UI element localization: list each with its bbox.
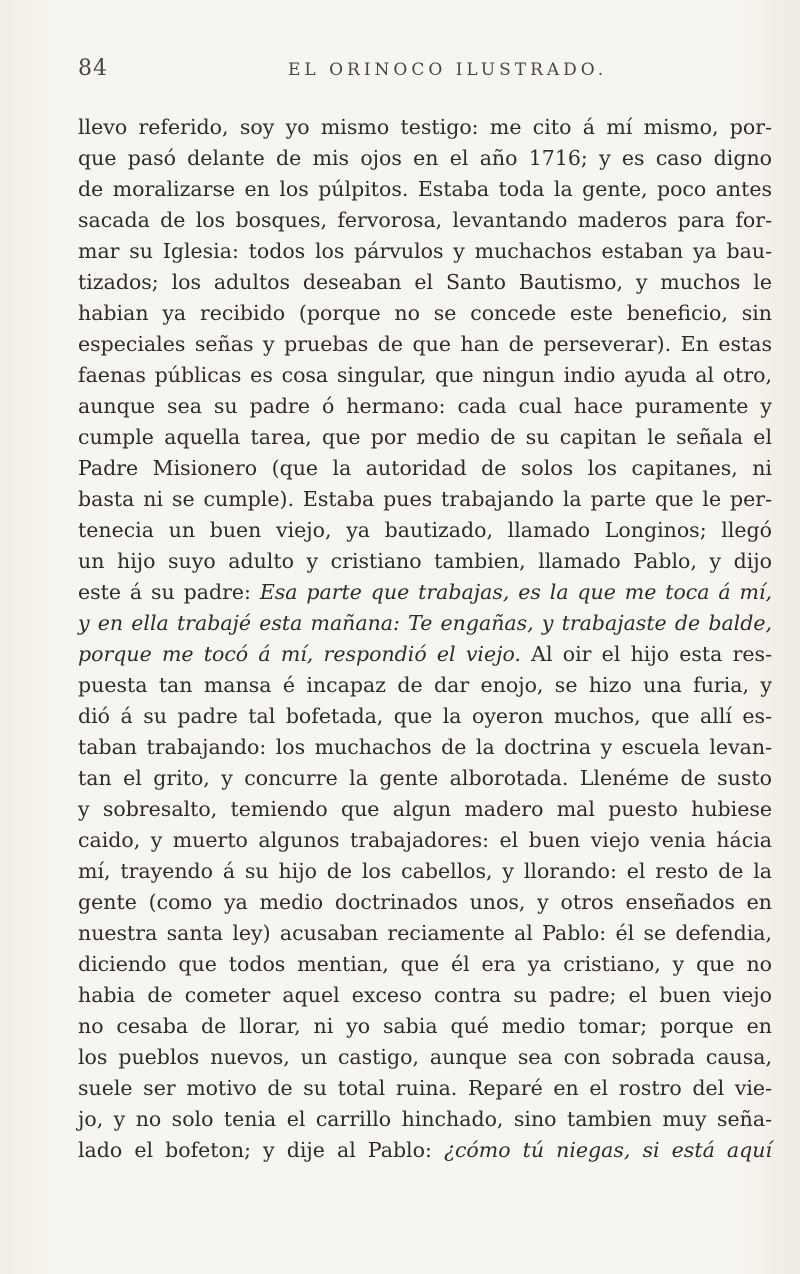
text-line (78, 1073, 772, 1104)
text-segment: y sobresalto, temiendo que algun madero mal puesto hubiese (78, 797, 772, 821)
text-segment: lado el bofeton; y dije al Pablo: (78, 1138, 444, 1162)
text-line (78, 794, 772, 825)
text-segment: tenecia un buen viejo, ya bautizado, llamado Longinos; llegó (78, 518, 772, 542)
text-line (78, 608, 772, 639)
text-segment: basta ni se cumple). Estaba pues trabajando la parte que le per- (78, 487, 772, 511)
text-line (78, 1104, 772, 1135)
text-segment: jo, y no solo tenia el carrillo hinchado, sino tambien muy seña- (78, 1107, 772, 1131)
text-line (78, 236, 772, 267)
text-segment: cumple aquella tarea, que por medio de su capitan le señala el (78, 425, 772, 449)
text-segment: este á su padre: (78, 580, 260, 604)
text-segment: habian ya recibido (porque no se concede este beneficio, sin (78, 301, 772, 325)
text-segment: los pueblos nuevos, un castigo, aunque sea con sobrada causa, (78, 1045, 772, 1069)
text-line (78, 949, 772, 980)
text-line (78, 670, 772, 701)
italic-segment: ¿cómo tú niegas, si está aquí (443, 1138, 772, 1162)
text-segment: de moralizarse en los púlpitos. Estaba toda la gente, poco antes (78, 177, 772, 201)
text-line (78, 515, 772, 546)
text-line (78, 918, 772, 949)
text-segment: especiales señas y pruebas de que han de perseverar). En estas (78, 332, 772, 356)
text-segment: puesta tan mansa é incapaz de dar enojo, se hizo una furia, y (78, 673, 772, 697)
text-line (78, 1042, 772, 1073)
text-line (78, 484, 772, 515)
page-number: 84 (78, 56, 108, 81)
body-text (78, 112, 772, 1166)
text-line (78, 577, 772, 608)
text-line (78, 763, 772, 794)
text-line (78, 887, 772, 918)
text-segment: aunque sea su padre ó hermano: cada cual hace puramente y (78, 394, 772, 418)
text-segment: no cesaba de llorar, ni yo sabia qué medio tomar; porque en (78, 1014, 772, 1038)
text-segment: Padre Misionero (que la autoridad de solos los capitanes, ni (78, 456, 772, 480)
text-line (78, 391, 772, 422)
text-line (78, 329, 772, 360)
text-segment: gente (como ya medio doctrinados unos, y otros enseñados en (78, 890, 772, 914)
italic-segment: porque me tocó á mí, respondió el viejo. (78, 642, 521, 666)
text-segment: habia de cometer aquel exceso contra su padre; el buen viejo (78, 983, 772, 1007)
text-line (78, 639, 772, 670)
text-segment: mar su Iglesia: todos los párvulos y muchachos estaban ya bau- (78, 239, 772, 263)
text-segment: un hijo suyo adulto y cristiano tambien, llamado Pablo, y dijo (78, 549, 772, 573)
page-header (78, 56, 760, 86)
text-segment: llevo referido, soy yo mismo testigo: me cito á mí mismo, por- (78, 115, 772, 139)
text-segment: diciendo que todos mentian, que él era ya cristiano, y que no (78, 952, 772, 976)
text-line (78, 1135, 772, 1166)
text-line (78, 422, 772, 453)
text-segment: faenas públicas es cosa singular, que ningun indio ayuda al otro, (78, 363, 772, 387)
text-segment: mí, trayendo á su hijo de los cabellos, y llorando: el resto de la (78, 859, 772, 883)
italic-segment: y en ella trabajé esta mañana: Te engañas, y trabajaste de balde, (78, 611, 772, 635)
text-segment: dió á su padre tal bofetada, que la oyeron muchos, que allí es- (78, 704, 772, 728)
text-line (78, 360, 772, 391)
text-segment: sacada de los bosques, fervorosa, levantando maderos para for- (78, 208, 772, 232)
text-segment: taban trabajando: los muchachos de la doctrina y escuela levan- (78, 735, 772, 759)
text-line (78, 453, 772, 484)
text-segment: suele ser motivo de su total ruina. Reparé en el rostro del vie- (78, 1076, 772, 1100)
text-line (78, 732, 772, 763)
text-segment: tizados; los adultos deseaban el Santo Bautismo, y muchos le (78, 270, 772, 294)
text-line (78, 174, 772, 205)
text-line (78, 143, 772, 174)
text-line (78, 1011, 772, 1042)
text-line (78, 825, 772, 856)
text-segment: que pasó delante de mis ojos en el año 1716; y es caso digno (78, 146, 772, 170)
text-line (78, 856, 772, 887)
text-segment: caido, y muerto algunos trabajadores: el buen viejo venia hácia (78, 828, 772, 852)
text-line (78, 267, 772, 298)
text-segment: nuestra santa ley) acusaban reciamente al Pablo: él se defendia, (78, 921, 772, 945)
text-segment: tan el grito, y concurre la gente alborotada. Llenéme de susto (78, 766, 772, 790)
text-line (78, 205, 772, 236)
text-line (78, 701, 772, 732)
text-line (78, 298, 772, 329)
text-line (78, 546, 772, 577)
running-title: EL ORINOCO ILUSTRADO. (288, 60, 608, 80)
text-segment: Al oir el hijo esta res- (520, 642, 772, 666)
text-line (78, 980, 772, 1011)
text-line (78, 112, 772, 143)
italic-segment: Esa parte que trabajas, es la que me toca á mí, (259, 580, 772, 604)
